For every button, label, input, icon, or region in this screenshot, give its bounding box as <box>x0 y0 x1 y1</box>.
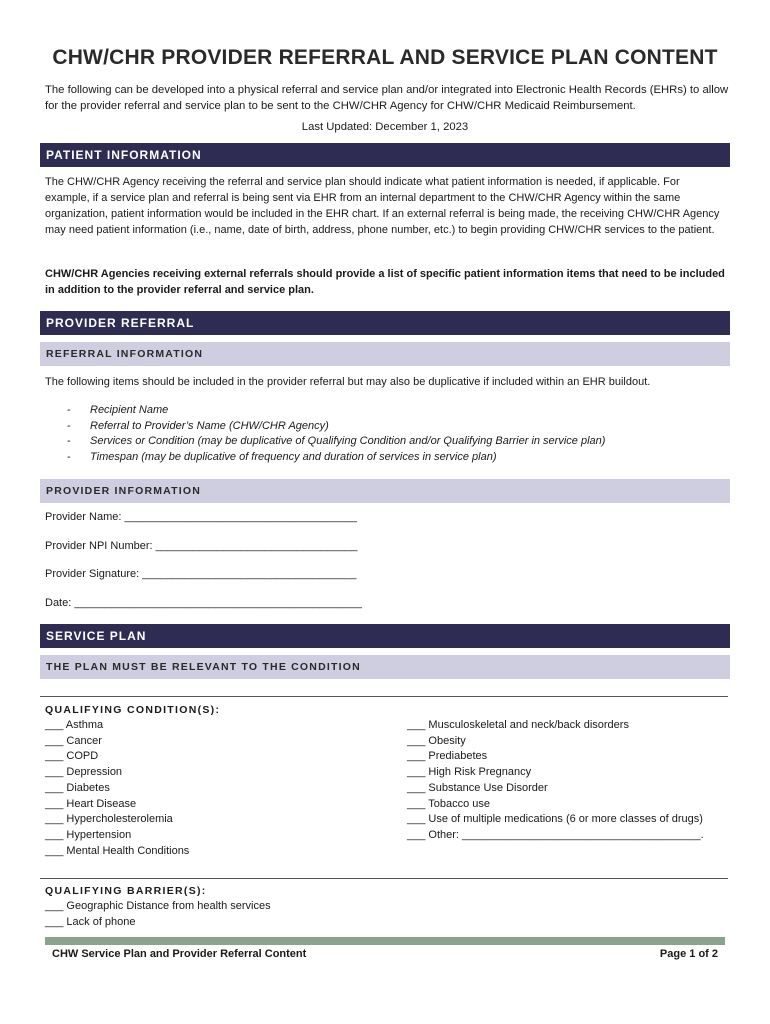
patient-info-note: CHW/CHR Agencies receiving external referrals should provide a list of specific patient information items that need to be included in addition to the provider referral and service plan. <box>45 268 725 296</box>
provider-npi-field[interactable]: Provider NPI Number: _________________________________ <box>45 540 358 552</box>
referral-intro: The following items should be included in the provider referral but may also be duplicative if included within an EHR buildout. <box>45 376 651 388</box>
condition-item[interactable]: ___ Diabetes <box>45 781 110 794</box>
conditions-left-list <box>45 718 189 859</box>
list-item-text: Services or Condition (may be duplicative of Qualifying Condition and/or Qualifying Barrier in service plan) <box>90 435 606 448</box>
list-item <box>67 450 605 466</box>
intro-paragraph: The following can be developed into a physical referral and service plan and/or integrated into Electronic Health Records (EHRs) to allow for the provider referral and service plan to be sent to the CHW/CHR Agency for CHW/CHR Medicaid Reimbursement. <box>45 84 729 112</box>
condition-item[interactable]: ___ COPD <box>45 750 99 763</box>
service-plan-subheader: THE PLAN MUST BE RELEVANT TO THE CONDITION <box>40 655 730 679</box>
bullet-dash: - <box>67 451 71 464</box>
condition-item[interactable]: ___ Heart Disease <box>45 797 137 810</box>
barrier-item[interactable]: ___ Geographic Distance from health services <box>45 900 271 912</box>
condition-item[interactable]: ___ Depression <box>45 766 123 779</box>
list-item <box>67 434 605 450</box>
list-item <box>67 419 605 435</box>
footer-title: CHW Service Plan and Provider Referral Content <box>52 948 307 960</box>
condition-item[interactable]: ___ Obesity <box>407 734 466 747</box>
referral-items-list <box>67 403 605 466</box>
list-item-text: Recipient Name <box>90 404 169 416</box>
condition-item[interactable]: ___ Other: _______________________________________. <box>407 828 704 841</box>
page-title: CHW/CHR PROVIDER REFERRAL AND SERVICE PLAN CONTENT <box>52 46 718 69</box>
referral-info-header: REFERRAL INFORMATION <box>40 342 730 366</box>
provider-date-field[interactable]: Date: _______________________________________________ <box>45 597 362 609</box>
condition-item[interactable]: ___ Hypertension <box>45 828 132 841</box>
bullet-dash: - <box>67 404 71 416</box>
list-item-text: Timespan (may be duplicative of frequency and duration of services in service plan) <box>90 451 497 464</box>
condition-item[interactable]: ___ Substance Use Disorder <box>407 781 548 794</box>
condition-item[interactable]: ___ Hypercholesterolemia <box>45 813 173 826</box>
condition-item[interactable]: ___ Musculoskeletal and neck/back disorders <box>407 719 629 731</box>
provider-info-header: PROVIDER INFORMATION <box>40 479 730 503</box>
bullet-dash: - <box>67 419 71 432</box>
provider-signature-field[interactable]: Provider Signature: ___________________________________ <box>45 568 357 580</box>
provider-referral-header: PROVIDER REFERRAL <box>40 311 730 335</box>
patient-info-paragraph: The CHW/CHR Agency receiving the referral and service plan should indicate what patient information is needed, if applicable. For example, if a service plan and referral is being sent via EHR from an internal department to the CHW/CHR Agency within the same organization, patient information would be included in the EHR chart. If an external referral is being made, the receiving CHW/CHR Agency may need patient information (i.e., name, date of birth, address, phone number, etc.) to begin providing CHW/CHR services to the patient. <box>45 176 720 236</box>
bullet-dash: - <box>67 435 71 448</box>
divider <box>40 696 728 697</box>
barrier-item[interactable]: ___ Lack of phone <box>45 915 136 928</box>
service-plan-header: SERVICE PLAN <box>40 624 730 648</box>
last-updated: Last Updated: December 1, 2023 <box>301 121 469 133</box>
provider-name-field[interactable]: Provider Name: ______________________________________ <box>45 511 357 523</box>
condition-item[interactable]: ___ Mental Health Conditions <box>45 844 190 857</box>
barriers-list <box>45 899 271 930</box>
condition-item[interactable]: ___ Asthma <box>45 719 104 731</box>
divider <box>40 878 728 879</box>
patient-info-header: PATIENT INFORMATION <box>40 143 730 167</box>
list-item-text: Referral to Provider’s Name (CHW/CHR Agency) <box>90 419 329 432</box>
condition-item[interactable]: ___ Cancer <box>45 734 102 747</box>
conditions-right-list <box>407 718 704 844</box>
qualifying-barriers-label: QUALIFYING BARRIER(S): <box>45 885 207 897</box>
qualifying-conditions-label: QUALIFYING CONDITION(S): <box>45 704 221 716</box>
condition-item[interactable]: ___ Use of multiple medications (6 or more classes of drugs) <box>407 813 703 826</box>
condition-item[interactable]: ___ High Risk Pregnancy <box>407 766 532 779</box>
condition-item[interactable]: ___ Prediabetes <box>407 750 488 763</box>
footer-bar <box>45 937 725 945</box>
page-number: Page 1 of 2 <box>659 948 718 960</box>
condition-item[interactable]: ___ Tobacco use <box>407 797 490 810</box>
list-item <box>67 403 605 419</box>
